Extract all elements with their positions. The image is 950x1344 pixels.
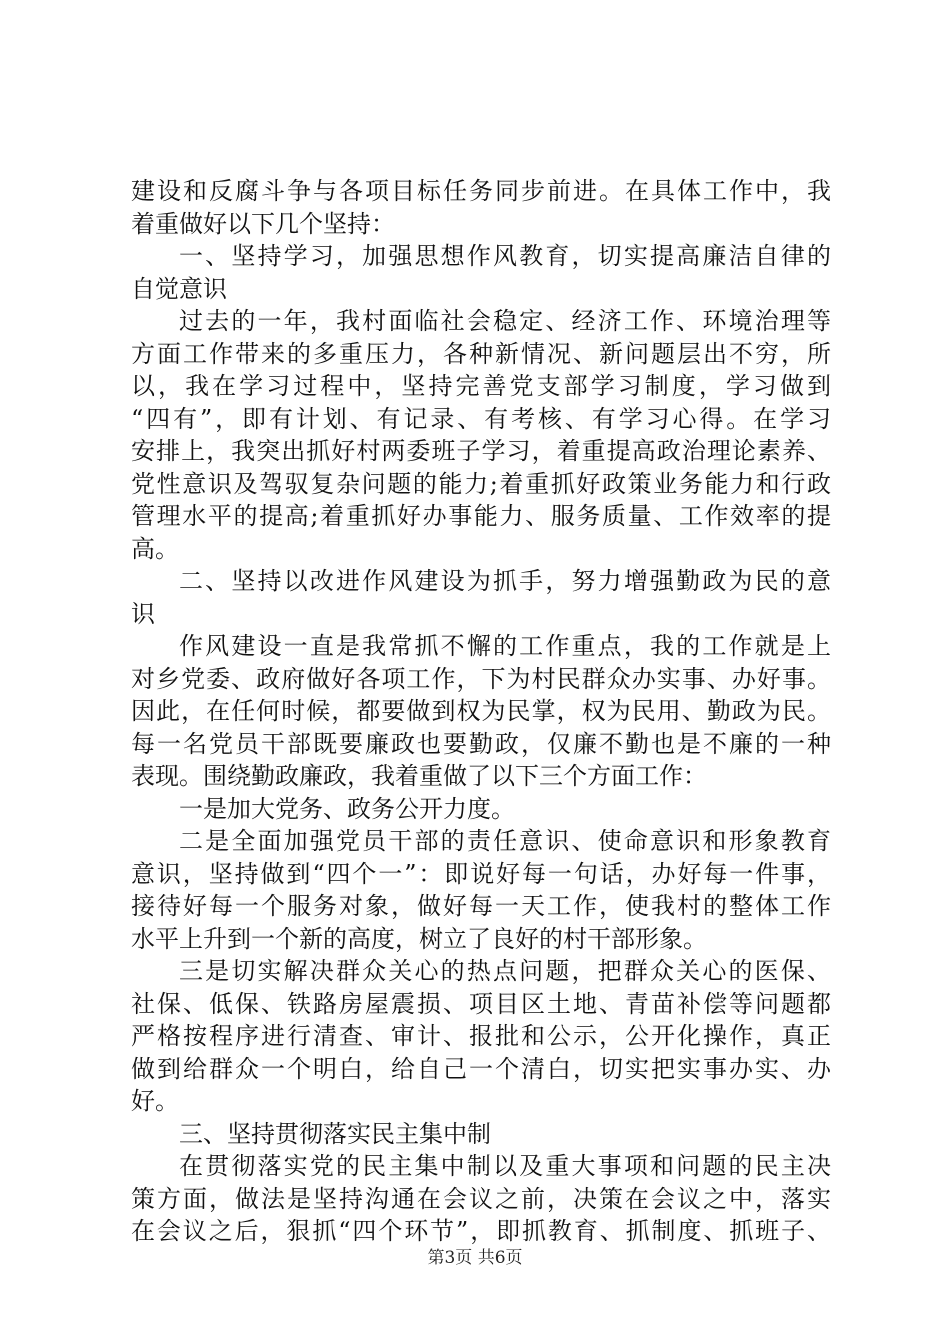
text-line: 接待好每一个服务对象，做好每一天工作，使我村的整体工作 [131,892,831,920]
text-line: 作风建设一直是我常抓不懈的工作重点，我的工作就是上 [179,632,831,660]
text-line: 每一名党员干部既要廉政也要勤政，仅廉不勤也是不廉的一种 [131,729,831,758]
text-line: 一、坚持学习，加强思想作风教育，切实提高廉洁自律的 [179,242,831,270]
text-line: 二、坚持以改进作风建设为抓手，努力增强勤政为民的意 [179,567,831,595]
text-line: 建设和反腐斗争与各项目标任务同步前进。在具体工作中，我 [131,177,831,205]
text-line: 自觉意识 [131,274,227,303]
text-line: 表现。围绕勤政廉政，我着重做了以下三个方面工作： [131,762,707,790]
text-line: “四有”，即有计划、有记录、有考核、有学习心得。在学习 [131,404,831,433]
text-line: 因此，在任何时候，都要做到权为民掌，权为民用、勤政为民。 [131,697,831,725]
text-line: 着重做好以下几个坚持： [131,209,395,238]
text-line: 以，我在学习过程中，坚持完善党支部学习制度，学习做到 [131,372,831,400]
text-line: 好。 [131,1087,179,1115]
text-line: 识 [131,599,155,628]
text-line: 二是全面加强党员干部的责任意识、使命意识和形象教育 [179,827,831,855]
text-line: 意识，坚持做到“四个一”：即说好每一句话，办好每一件事， [131,859,831,888]
text-line: 方面工作带来的多重压力，各种新情况、新问题层出不穷，所 [131,339,831,368]
text-line: 安排上，我突出抓好村两委班子学习，着重提高政治理论素养、 [131,437,831,465]
text-line: 一是加大党务、政务公开力度。 [179,794,515,823]
text-line: 在贯彻落实党的民主集中制以及重大事项和问题的民主决 [179,1152,831,1180]
text-line: 党性意识及驾驭复杂问题的能力;着重抓好政策业务能力和行政 [131,469,831,498]
page-footer: 第3页 共6页 [427,1248,523,1268]
text-line: 在会议之后，狠抓“四个环节”，即抓教育、抓制度、抓班子、 [131,1217,831,1245]
text-line: 策方面，做法是坚持沟通在会议之前，决策在会议之中，落实 [131,1184,831,1213]
text-line: 社保、低保、铁路房屋震损、项目区土地、青苗补偿等问题都 [131,989,831,1018]
text-line: 三是切实解决群众关心的热点问题，把群众关心的医保、 [179,957,831,985]
text-line: 严格按程序进行清查、审计、报批和公示，公开化操作，真正 [131,1022,831,1050]
body-text [131,175,831,1248]
text-line: 水平上升到一个新的高度，树立了良好的村干部形象。 [131,924,707,953]
text-line: 三、坚持贯彻落实民主集中制 [179,1119,491,1148]
text-line: 对乡党委、政府做好各项工作，下为村民群众办实事、办好事。 [131,664,831,693]
text-line: 过去的一年，我村面临社会稳定、经济工作、环境治理等 [179,307,831,335]
text-line: 高。 [131,534,179,563]
text-line: 管理水平的提高;着重抓好办事能力、服务质量、工作效率的提 [131,502,831,530]
text-line: 做到给群众一个明白，给自己一个清白，切实把实事办实、办 [131,1054,831,1083]
